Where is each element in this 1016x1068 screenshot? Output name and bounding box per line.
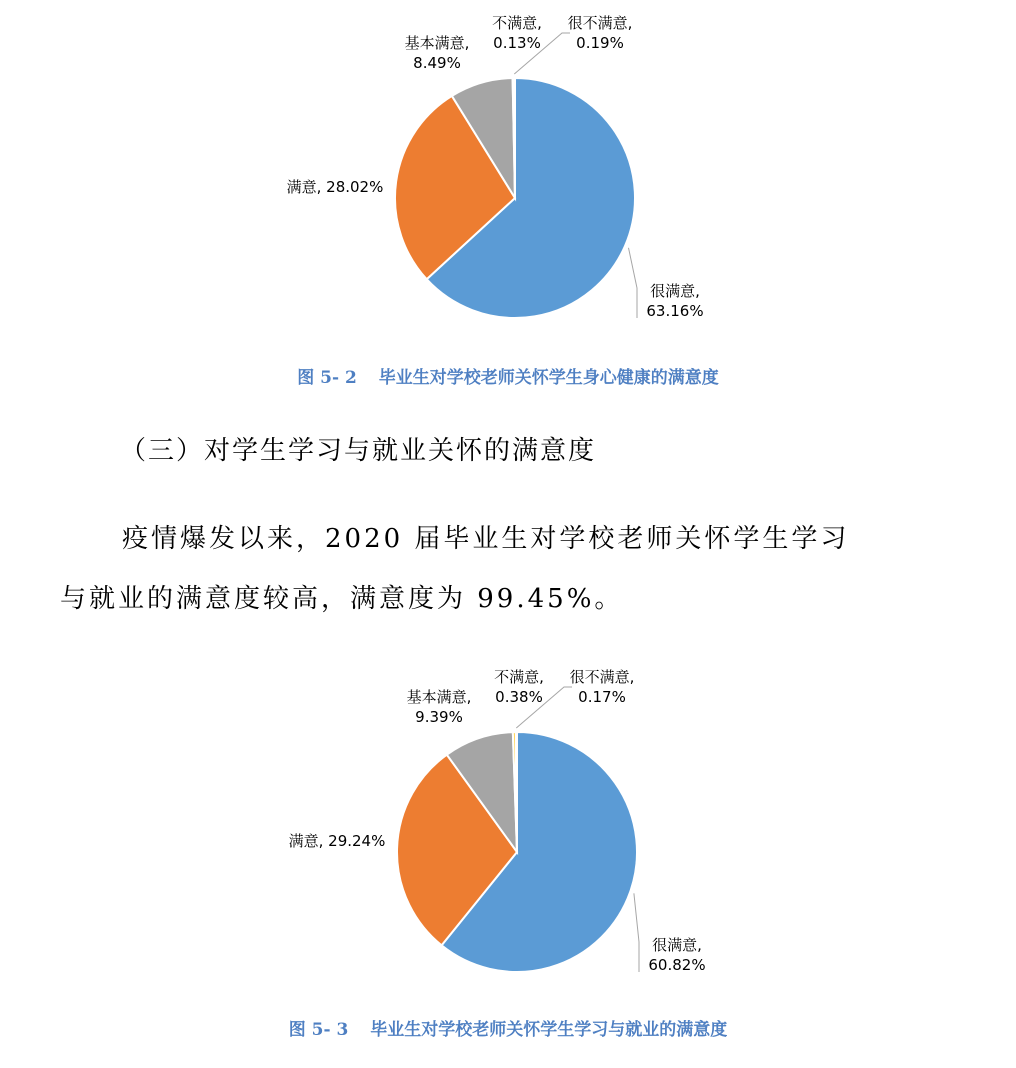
data-label-satisfied: 满意, 29.24% bbox=[288, 832, 386, 850]
satisfaction-pie-chart-study-employment bbox=[0, 660, 1016, 998]
data-label-dissatisfied: 不满意, 0.38% bbox=[494, 668, 544, 706]
pie-svg bbox=[0, 0, 1016, 345]
data-label-basically-satisfied: 基本满意, 8.49% bbox=[404, 34, 470, 72]
figure-caption-5-3 bbox=[0, 1015, 1016, 1040]
caption-number: 图 5- 2 bbox=[297, 368, 357, 388]
data-label-basically-satisfied: 基本满意, 9.39% bbox=[406, 688, 472, 726]
leader-line-very-satisfied bbox=[634, 893, 639, 972]
caption-number: 图 5- 3 bbox=[288, 1020, 349, 1040]
pie-svg bbox=[0, 660, 1016, 998]
pie-slice-very-dissatisfied bbox=[516, 732, 517, 852]
data-label-very-satisfied: 很满意, 63.16% bbox=[646, 282, 704, 320]
data-label-very-dissatisfied: 很不满意, 0.17% bbox=[569, 668, 635, 706]
satisfaction-pie-chart-health bbox=[0, 0, 1016, 345]
caption-text: 毕业生对学校老师关怀学生学习与就业的满意度 bbox=[370, 1020, 728, 1040]
figure-caption-5-2 bbox=[0, 363, 1016, 388]
data-label-dissatisfied: 不满意, 0.13% bbox=[492, 14, 542, 52]
caption-text: 毕业生对学校老师关怀学生身心健康的满意度 bbox=[378, 368, 719, 388]
data-label-very-dissatisfied: 很不满意, 0.19% bbox=[567, 14, 633, 52]
section-heading: （三）对学生学习与就业关怀的满意度 bbox=[120, 436, 597, 466]
data-label-very-satisfied: 很满意, 60.82% bbox=[648, 936, 706, 974]
data-label-satisfied: 满意, 28.02% bbox=[286, 178, 384, 196]
paragraph-line-1: 疫情爆发以来，2020 届毕业生对学校老师关怀学生学习 bbox=[122, 524, 850, 554]
leader-line-very-satisfied bbox=[629, 248, 638, 318]
paragraph-line-2: 与就业的满意度较高，满意度为 99.45%。 bbox=[60, 584, 624, 614]
